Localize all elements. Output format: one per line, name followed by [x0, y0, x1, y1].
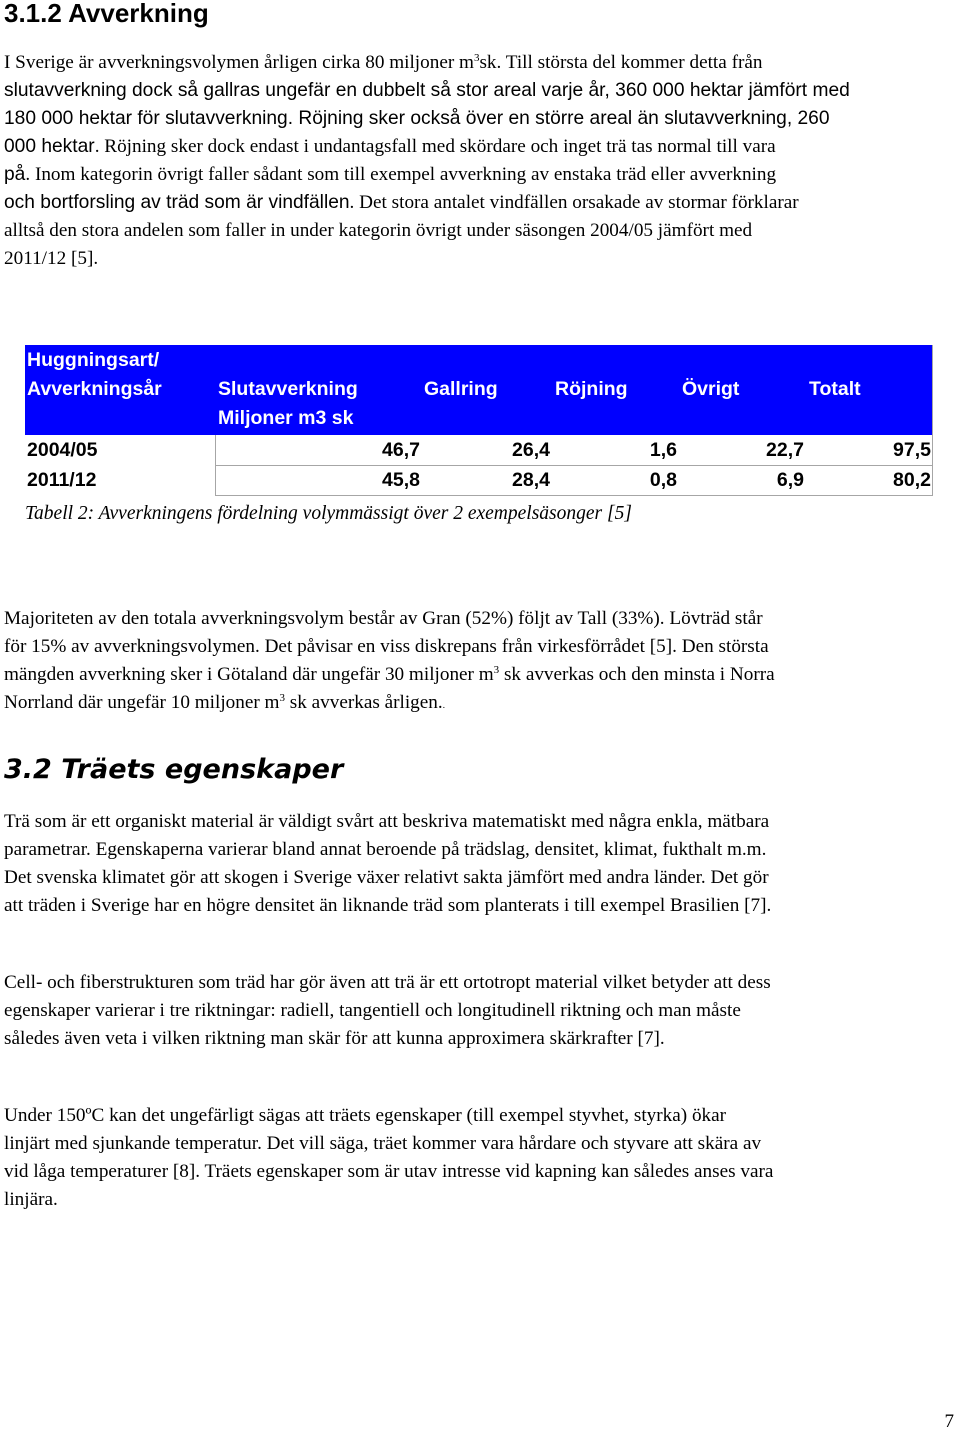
text-line: på. Inom kategorin övrigt faller sådant som till exempel avverkning av enstaka träd eller avverkning [4, 164, 777, 185]
header-unit: Miljoner m3 sk [218, 407, 354, 429]
section-heading-3-2: 3.2 Träets egenskaper [4, 754, 344, 785]
cell-slutavverkning: 46,7 [382, 439, 420, 461]
header-huggningsart: Huggningsart/ [27, 349, 160, 371]
table-row [25, 435, 933, 465]
paragraph-tra-organiskt [4, 808, 960, 920]
cell-gallring: 26,4 [512, 439, 550, 461]
table-header [25, 345, 933, 435]
cell-totalt: 80,2 [893, 469, 931, 491]
text-line: vid låga temperaturer [8]. Träets egenskaper som är utav intresse vid kapning kan således anses vara [4, 1161, 774, 1182]
cell-gallring: 28,4 [512, 469, 550, 491]
table-row [25, 465, 933, 495]
text-line: mängden avverkning sker i Götaland där ungefär 30 miljoner $m^3$ sk avverkas och den minsta i Norra [4, 664, 775, 685]
text-line: Trä som är ett organiskt material är väldigt svårt att beskriva matematiskt med några enkla, mätbara [4, 811, 770, 832]
header-ovrigt: Övrigt [682, 378, 740, 400]
text-line: Under 150ºC kan det ungefärligt sägas att träets egenskaper (till exempel styvhet, styrka) ökar [4, 1105, 727, 1126]
cell-rojning: 0,8 [649, 469, 677, 491]
header-slutavverkning: Slutavverkning [218, 378, 358, 400]
text-line: att träden i Sverige har en högre densitet än liknande träd som planterats i till exempel Brasilien [7]. [4, 895, 772, 916]
text-line: alltså den stora andelen som faller in under kategorin övrigt under säsongen 2004/05 jämfört med [4, 220, 753, 241]
text-line: parametrar. Egenskaperna varierar bland annat beroende på trädslag, densitet, klimat, fukthalt m.m. [4, 839, 767, 860]
cell-ovrigt: 6,9 [776, 469, 804, 491]
text-line: för 15% av avverkningsvolymen. Det påvisar en viss diskrepans från virkesförrådet [5]. Den största [4, 636, 769, 657]
paragraph-temperatur [4, 1102, 960, 1214]
text-line: Cell- och fiberstrukturen som träd har gör även att trä är ett ortotropt material vilket betyder att dess [4, 972, 771, 993]
text-line: Majoriteten av den totala avverkningsvolym består av Gran (52%) följt av Tall (33%). Lövträd står [4, 608, 763, 629]
text-line: 180 000 hektar för slutavverkning. Röjning sker också över en större areal än slutavverkning, 260 [4, 108, 830, 129]
header-rojning: Röjning [555, 378, 628, 400]
cell-totalt: 97,5 [893, 439, 931, 461]
text-line: 000 hektar. Röjning sker dock endast i undantagsfall med skördare och inget trä tas normal till vara [4, 136, 776, 157]
table-caption: Tabell 2: Avverkningens fördelning volymmässigt över 2 exempelsäsonger [5] [25, 503, 632, 524]
paragraph-majoriteten [4, 605, 960, 717]
header-gallring: Gallring [424, 378, 498, 400]
text-line: således även veta i vilken riktning man skär för att kunna approximera skärkrafter [7]. [4, 1028, 665, 1049]
paragraph-avverkning [4, 49, 960, 273]
text-line: I Sverige är avverkningsvolymen årligen cirka 80 miljoner $m^3sk$. Till största del kommer detta från [4, 52, 763, 73]
page-number: 7 [944, 1411, 954, 1432]
paragraph-cell-fiber [4, 969, 960, 1053]
table-gridline [215, 495, 933, 496]
cell-season: 2004/05 [27, 439, 98, 461]
text-line: Det svenska klimatet gör att skogen i Sverige växer relativt sakta jämfört med andra länder. Det gör [4, 867, 769, 888]
section-heading-3-1-2: 3.1.2 Avverkning [4, 0, 209, 28]
text-line: linjärt med sjunkande temperatur. Det vill säga, träet kommer vara hårdare och styvare att skära av [4, 1133, 762, 1154]
text-line: och bortforsling av träd som är vindfällen. Det stora antalet vindfällen orsakade av stormar förklarar [4, 192, 799, 213]
header-avverkningsar: Avverkningsår [27, 378, 162, 400]
text-line: slutavverkning dock så gallras ungefär en dubbelt så stor areal varje år, 360 000 hektar jämfört med [4, 80, 850, 101]
table-gridline [215, 465, 933, 466]
header-totalt: Totalt [809, 378, 861, 400]
cell-season: 2011/12 [27, 469, 97, 491]
cell-rojning: 1,6 [649, 439, 677, 461]
text-line: egenskaper varierar i tre riktningar: radiell, tangentiell och longitudinell riktning och man måste [4, 1000, 741, 1021]
text-line: linjära. [4, 1189, 58, 1210]
text-line: Norrland där ungefär 10 miljoner $m^3$ sk avverkas årligen.. [4, 692, 445, 713]
avverkning-table [25, 345, 933, 495]
cell-ovrigt: 22,7 [766, 439, 804, 461]
cell-slutavverkning: 45,8 [382, 469, 420, 491]
text-line: 2011/12 [5]. [4, 248, 99, 269]
table-gridline [932, 345, 933, 495]
